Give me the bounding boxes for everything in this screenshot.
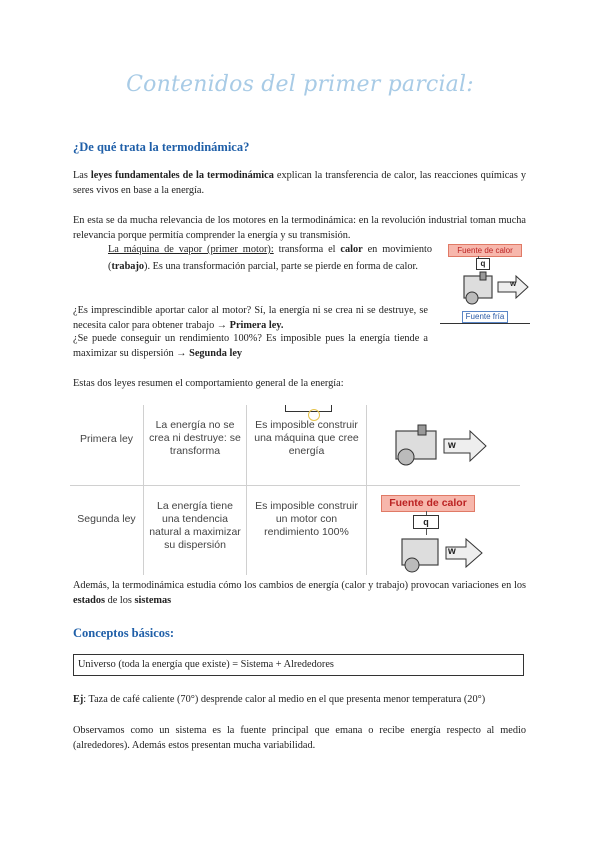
engine-icon [388,423,503,469]
paragraph-sistema: Observamos como un sistema es la fuente principal que emana o recibe energía respecto al medio (alrededores). Además estos presentan mucha variabilidad. [73,725,526,751]
cold-source-box: Fuente fría [462,311,508,323]
hot-source-box: Fuente de calor [381,495,475,512]
text-span: : Taza de café caliente (70°) desprende calor al medio en el que presenta menor temperatura (20°) [83,694,486,705]
engine-icon [396,533,496,575]
bold-span: sistemas [134,595,172,606]
engine-icon [458,270,530,312]
table-divider [143,405,144,575]
divider [440,323,530,324]
section-heading-conceptos: Conceptos básicos: [73,626,175,640]
table-cell-stmt: Es imposible construir un motor con rendimiento 100% [255,500,358,538]
bold-span: leyes fundamentales de la termodinámica [90,170,274,181]
underlined-span: La máquina de vapor (primer motor): [108,244,274,255]
q-box: q [476,258,490,270]
bold-span: Ej [73,694,84,705]
text-span: transforma el [273,244,341,255]
q-box: q [413,515,439,529]
text-span: en movimiento ( [108,244,432,272]
table-divider [70,485,520,486]
bold-span: Primera ley. [229,320,284,331]
w-label: w [448,440,456,451]
table-cell-stmt: Es imposible construir una máquina que cree energía [254,419,359,457]
w-label: w [510,279,517,288]
paragraph-segunda-ley [73,331,428,361]
highlight-circle [308,409,320,421]
text-span: Las [73,170,91,181]
table-cell-desc: La energía no se crea ni destruye: se transforma [149,419,241,457]
laws-table [70,405,520,575]
paragraph-ejemplo [73,692,526,707]
table-cell-law: Segunda ley [77,513,136,525]
paragraph-resumen: Estas dos leyes resumen el comportamiento general de la energía: [73,378,344,389]
page-title: Contenidos del primer parcial: [126,72,474,97]
universe-definition-box: Universo (toda la energía que existe) = Sistema + Alrededores [73,654,524,676]
paragraph-estados [73,578,526,608]
table-divider [246,405,247,575]
text-span: ¿Se puede conseguir un rendimiento 100%? Es imposible pues la energía tiende a maximizar su dispersión → [73,333,428,359]
hot-source-box: Fuente de calor [448,244,522,257]
bold-span: trabajo [111,260,145,272]
text-span: de los [105,595,135,606]
paragraph-primera-ley [73,303,428,333]
bold-span: Segunda ley [189,348,243,359]
text-span: ). Es una transformación parcial, parte se pierde en forma de calor. [144,260,418,272]
paragraph-leyes [73,168,526,198]
table-cell-law: Primera ley [79,433,134,445]
text-span: explican la transferencia de calor, las reacciones químicas y seres vivos en base a la energía. [73,170,526,196]
text-span: Además, la termodinámica estudia cómo los cambios de energía (calor y trabajo) provocan variaciones en los [73,580,526,591]
engine-diagram [440,238,530,328]
bold-span: estados [73,595,106,606]
table-cell-desc: La energía tiene una tendencia natural a maximizar su dispersión [149,500,241,551]
section-heading-termodinamica: ¿De qué trata la termodinámica? [73,140,250,154]
bold-span: calor [340,244,363,255]
paragraph-motores: En esta se da mucha relevancia de los motores en la termodinámica: en la revolución industrial toman mucha relevancia porque permitía comprender la energía y su transmisión. [73,215,526,241]
paragraph-maquina-vapor [108,242,432,275]
table-divider [366,405,367,575]
text-span: ¿Es imprescindible aportar calor al motor? Sí, la energía ni se crea ni se destruye, se necesita calor para obtener trabajo → [73,305,428,331]
w-label: w [448,546,456,557]
